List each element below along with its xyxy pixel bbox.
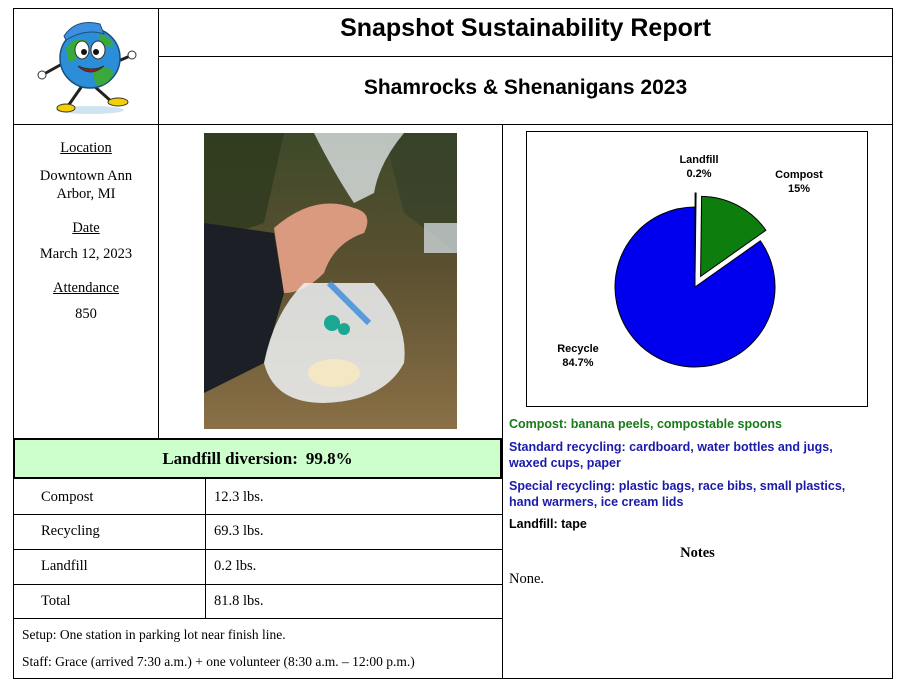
- waste-bag-photo: [204, 133, 457, 429]
- notes-text: None.: [509, 571, 545, 587]
- compost-slice-label: Compost: [775, 169, 823, 181]
- header-bottom: [13, 124, 893, 125]
- diversion-label: Landfill diversion:: [162, 448, 298, 468]
- row-compost-category: Compost: [41, 489, 94, 505]
- table-col-divider: [205, 479, 206, 619]
- pie-slice-landfill: [695, 193, 696, 273]
- earth-mascot-icon: [30, 14, 142, 116]
- table-line-3: [13, 584, 502, 585]
- location-value-line2: Arbor, MI: [56, 186, 116, 202]
- compost-slice-value: 15%: [787, 183, 811, 195]
- row-recycling-category: Recycling: [41, 523, 100, 539]
- standard-recycling-line1: Standard recycling: cardboard, water bottles and jugs,: [509, 440, 833, 454]
- location-value-line1: Downtown Ann: [39, 168, 133, 184]
- diversion-value: 99.8%: [305, 448, 353, 468]
- recycle-slice-label: Recycle: [557, 343, 599, 355]
- row-landfill-category: Landfill: [41, 558, 88, 574]
- info-column: [14, 140, 158, 323]
- location-label: Location: [60, 140, 112, 156]
- table-line-4: [13, 618, 502, 619]
- landfill-slice-label: Landfill: [679, 154, 719, 166]
- pie-chart-frame: [526, 131, 868, 407]
- staff-text: Staff: Grace (arrived 7:30 a.m.) + one volunteer (8:30 a.m. – 12:00 p.m.): [22, 654, 415, 669]
- special-recycling-line2: hand warmers, ice cream lids: [509, 495, 684, 509]
- header-divider: [158, 8, 159, 438]
- row-landfill-amount: 0.2 lbs.: [214, 558, 257, 574]
- date-value: March 12, 2023: [39, 246, 133, 262]
- report-title: Snapshot Sustainability Report: [340, 14, 711, 42]
- border-left: [13, 8, 14, 679]
- border-right: [892, 8, 893, 679]
- middle-divider: [502, 124, 503, 679]
- landfill-items: Landfill: tape: [509, 517, 587, 531]
- row-total-amount: 81.8 lbs.: [214, 593, 264, 609]
- special-recycling-line1: Special recycling: plastic bags, race bibs, small plastics,: [509, 479, 846, 493]
- table-line-2: [13, 549, 502, 550]
- row-compost-amount: 12.3 lbs.: [214, 489, 264, 505]
- compost-items: Compost: banana peels, compostable spoons: [509, 417, 782, 431]
- date-label: Date: [72, 220, 100, 236]
- setup-text: Setup: One station in parking lot near finish line.: [22, 627, 286, 642]
- standard-recycling-line2: waxed cups, paper: [509, 456, 621, 470]
- row-total-category: Total: [41, 593, 71, 609]
- attendance-label: Attendance: [52, 280, 120, 296]
- landfill-slice-value: 0.2%: [686, 168, 712, 180]
- landfill-diversion-banner: [13, 438, 502, 479]
- border-bottom: [13, 678, 893, 679]
- pie-chart: [527, 132, 867, 406]
- title-divider: [158, 56, 893, 57]
- notes-title: Notes: [680, 545, 715, 561]
- recycle-slice-value: 84.7%: [562, 357, 594, 369]
- attendance-value: 850: [75, 306, 97, 322]
- event-subtitle: Shamrocks & Shenanigans 2023: [363, 76, 688, 99]
- border-top: [13, 8, 893, 9]
- row-recycling-amount: 69.3 lbs.: [214, 523, 264, 539]
- table-line-1: [13, 514, 502, 515]
